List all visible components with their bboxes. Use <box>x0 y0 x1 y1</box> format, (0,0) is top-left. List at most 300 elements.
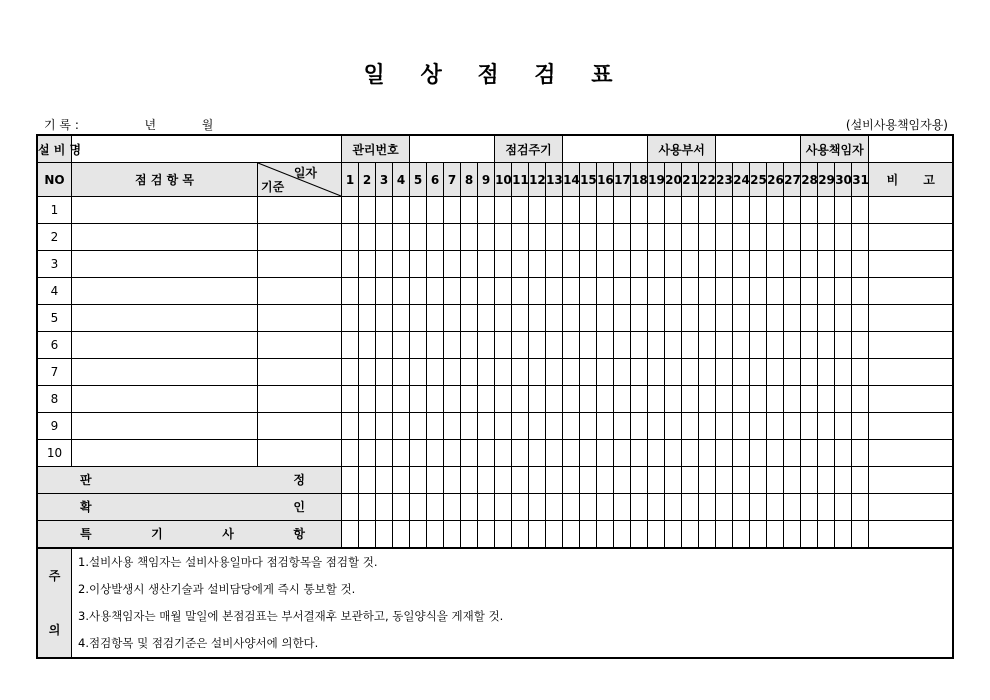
day-check-cell[interactable] <box>444 224 461 251</box>
day-check-cell[interactable] <box>393 224 410 251</box>
day-check-cell[interactable] <box>716 386 733 413</box>
day-check-cell[interactable] <box>359 251 376 278</box>
judgment-day-cell[interactable] <box>342 467 359 494</box>
day-check-cell[interactable] <box>495 224 512 251</box>
day-check-cell[interactable] <box>682 440 699 467</box>
judgment-day-cell[interactable] <box>784 467 801 494</box>
day-check-cell[interactable] <box>461 413 478 440</box>
day-check-cell[interactable] <box>410 386 427 413</box>
day-check-cell[interactable] <box>784 386 801 413</box>
day-check-cell[interactable] <box>665 305 682 332</box>
judgment-day-cell[interactable] <box>665 467 682 494</box>
judgment-day-cell[interactable] <box>444 467 461 494</box>
day-check-cell[interactable] <box>461 440 478 467</box>
day-check-cell[interactable] <box>784 359 801 386</box>
day-check-cell[interactable] <box>784 278 801 305</box>
special-notes-remarks-cell[interactable] <box>869 521 953 549</box>
remarks-cell[interactable] <box>869 251 953 278</box>
day-check-cell[interactable] <box>444 197 461 224</box>
day-check-cell[interactable] <box>784 305 801 332</box>
day-check-cell[interactable] <box>818 386 835 413</box>
day-check-cell[interactable] <box>478 332 495 359</box>
criteria-cell[interactable] <box>258 197 342 224</box>
day-check-cell[interactable] <box>614 278 631 305</box>
day-check-cell[interactable] <box>427 278 444 305</box>
day-check-cell[interactable] <box>631 278 648 305</box>
day-check-cell[interactable] <box>852 224 869 251</box>
day-check-cell[interactable] <box>801 251 818 278</box>
confirm-day-cell[interactable] <box>733 494 750 521</box>
judgment-day-cell[interactable] <box>835 467 852 494</box>
day-check-cell[interactable] <box>512 440 529 467</box>
day-check-cell[interactable] <box>342 197 359 224</box>
day-check-cell[interactable] <box>750 305 767 332</box>
day-check-cell[interactable] <box>801 197 818 224</box>
day-check-cell[interactable] <box>495 413 512 440</box>
day-check-cell[interactable] <box>410 278 427 305</box>
day-check-cell[interactable] <box>444 440 461 467</box>
day-check-cell[interactable] <box>478 251 495 278</box>
day-check-cell[interactable] <box>427 251 444 278</box>
day-check-cell[interactable] <box>529 197 546 224</box>
department-value[interactable] <box>716 136 801 163</box>
day-check-cell[interactable] <box>733 386 750 413</box>
day-check-cell[interactable] <box>767 386 784 413</box>
day-check-cell[interactable] <box>835 251 852 278</box>
day-check-cell[interactable] <box>393 386 410 413</box>
day-check-cell[interactable] <box>614 386 631 413</box>
day-check-cell[interactable] <box>427 197 444 224</box>
day-check-cell[interactable] <box>818 413 835 440</box>
confirm-day-cell[interactable] <box>648 494 665 521</box>
day-check-cell[interactable] <box>818 251 835 278</box>
day-check-cell[interactable] <box>631 197 648 224</box>
day-check-cell[interactable] <box>852 386 869 413</box>
day-check-cell[interactable] <box>614 413 631 440</box>
day-check-cell[interactable] <box>427 386 444 413</box>
day-check-cell[interactable] <box>461 332 478 359</box>
judgment-day-cell[interactable] <box>801 467 818 494</box>
remarks-cell[interactable] <box>869 386 953 413</box>
day-check-cell[interactable] <box>393 305 410 332</box>
day-check-cell[interactable] <box>801 440 818 467</box>
day-check-cell[interactable] <box>750 359 767 386</box>
day-check-cell[interactable] <box>597 197 614 224</box>
judgment-day-cell[interactable] <box>631 467 648 494</box>
day-check-cell[interactable] <box>818 278 835 305</box>
day-check-cell[interactable] <box>495 332 512 359</box>
day-check-cell[interactable] <box>495 305 512 332</box>
day-check-cell[interactable] <box>699 386 716 413</box>
day-check-cell[interactable] <box>648 359 665 386</box>
day-check-cell[interactable] <box>546 251 563 278</box>
remarks-cell[interactable] <box>869 359 953 386</box>
day-check-cell[interactable] <box>767 224 784 251</box>
judgment-day-cell[interactable] <box>495 467 512 494</box>
special-notes-day-cell[interactable] <box>342 521 359 549</box>
day-check-cell[interactable] <box>563 332 580 359</box>
day-check-cell[interactable] <box>393 197 410 224</box>
special-notes-day-cell[interactable] <box>580 521 597 549</box>
judgment-day-cell[interactable] <box>427 467 444 494</box>
day-check-cell[interactable] <box>410 440 427 467</box>
judgment-day-cell[interactable] <box>597 467 614 494</box>
day-check-cell[interactable] <box>631 224 648 251</box>
day-check-cell[interactable] <box>495 386 512 413</box>
day-check-cell[interactable] <box>359 413 376 440</box>
confirm-day-cell[interactable] <box>512 494 529 521</box>
day-check-cell[interactable] <box>818 440 835 467</box>
day-check-cell[interactable] <box>835 224 852 251</box>
day-check-cell[interactable] <box>665 332 682 359</box>
day-check-cell[interactable] <box>750 440 767 467</box>
day-check-cell[interactable] <box>699 359 716 386</box>
day-check-cell[interactable] <box>733 332 750 359</box>
item-cell[interactable] <box>72 278 258 305</box>
judgment-day-cell[interactable] <box>648 467 665 494</box>
day-check-cell[interactable] <box>682 197 699 224</box>
day-check-cell[interactable] <box>733 305 750 332</box>
day-check-cell[interactable] <box>410 413 427 440</box>
day-check-cell[interactable] <box>648 197 665 224</box>
day-check-cell[interactable] <box>665 224 682 251</box>
judgment-day-cell[interactable] <box>733 467 750 494</box>
day-check-cell[interactable] <box>512 386 529 413</box>
day-check-cell[interactable] <box>682 305 699 332</box>
day-check-cell[interactable] <box>716 224 733 251</box>
day-check-cell[interactable] <box>529 305 546 332</box>
day-check-cell[interactable] <box>410 332 427 359</box>
day-check-cell[interactable] <box>563 305 580 332</box>
day-check-cell[interactable] <box>648 305 665 332</box>
confirm-day-cell[interactable] <box>495 494 512 521</box>
special-notes-day-cell[interactable] <box>716 521 733 549</box>
day-check-cell[interactable] <box>342 305 359 332</box>
day-check-cell[interactable] <box>580 386 597 413</box>
day-check-cell[interactable] <box>359 197 376 224</box>
day-check-cell[interactable] <box>784 440 801 467</box>
confirm-day-cell[interactable] <box>631 494 648 521</box>
criteria-cell[interactable] <box>258 251 342 278</box>
day-check-cell[interactable] <box>750 197 767 224</box>
day-check-cell[interactable] <box>580 251 597 278</box>
day-check-cell[interactable] <box>376 224 393 251</box>
day-check-cell[interactable] <box>376 278 393 305</box>
day-check-cell[interactable] <box>767 305 784 332</box>
day-check-cell[interactable] <box>835 332 852 359</box>
day-check-cell[interactable] <box>614 197 631 224</box>
special-notes-day-cell[interactable] <box>495 521 512 549</box>
day-check-cell[interactable] <box>784 224 801 251</box>
day-check-cell[interactable] <box>393 332 410 359</box>
item-cell[interactable] <box>72 224 258 251</box>
day-check-cell[interactable] <box>835 278 852 305</box>
special-notes-day-cell[interactable] <box>461 521 478 549</box>
day-check-cell[interactable] <box>512 197 529 224</box>
confirm-day-cell[interactable] <box>563 494 580 521</box>
day-check-cell[interactable] <box>529 251 546 278</box>
day-check-cell[interactable] <box>410 224 427 251</box>
day-check-cell[interactable] <box>614 224 631 251</box>
special-notes-day-cell[interactable] <box>529 521 546 549</box>
day-check-cell[interactable] <box>563 359 580 386</box>
judgment-day-cell[interactable] <box>852 467 869 494</box>
item-cell[interactable] <box>72 413 258 440</box>
day-check-cell[interactable] <box>716 305 733 332</box>
judgment-day-cell[interactable] <box>393 467 410 494</box>
day-check-cell[interactable] <box>597 386 614 413</box>
day-check-cell[interactable] <box>733 278 750 305</box>
day-check-cell[interactable] <box>376 332 393 359</box>
day-check-cell[interactable] <box>580 413 597 440</box>
day-check-cell[interactable] <box>767 332 784 359</box>
day-check-cell[interactable] <box>784 197 801 224</box>
special-notes-day-cell[interactable] <box>427 521 444 549</box>
confirm-day-cell[interactable] <box>750 494 767 521</box>
day-check-cell[interactable] <box>801 359 818 386</box>
day-check-cell[interactable] <box>512 251 529 278</box>
day-check-cell[interactable] <box>580 224 597 251</box>
judgment-day-cell[interactable] <box>410 467 427 494</box>
special-notes-day-cell[interactable] <box>699 521 716 549</box>
day-check-cell[interactable] <box>376 386 393 413</box>
day-check-cell[interactable] <box>733 359 750 386</box>
day-check-cell[interactable] <box>342 332 359 359</box>
day-check-cell[interactable] <box>529 440 546 467</box>
day-check-cell[interactable] <box>461 224 478 251</box>
day-check-cell[interactable] <box>835 386 852 413</box>
day-check-cell[interactable] <box>410 359 427 386</box>
day-check-cell[interactable] <box>648 224 665 251</box>
day-check-cell[interactable] <box>699 251 716 278</box>
confirm-day-cell[interactable] <box>767 494 784 521</box>
day-check-cell[interactable] <box>359 359 376 386</box>
confirm-day-cell[interactable] <box>716 494 733 521</box>
special-notes-day-cell[interactable] <box>682 521 699 549</box>
day-check-cell[interactable] <box>699 224 716 251</box>
criteria-cell[interactable] <box>258 440 342 467</box>
day-check-cell[interactable] <box>631 251 648 278</box>
day-check-cell[interactable] <box>410 197 427 224</box>
day-check-cell[interactable] <box>852 440 869 467</box>
day-check-cell[interactable] <box>835 197 852 224</box>
day-check-cell[interactable] <box>631 305 648 332</box>
day-check-cell[interactable] <box>699 440 716 467</box>
day-check-cell[interactable] <box>614 359 631 386</box>
item-cell[interactable] <box>72 251 258 278</box>
day-check-cell[interactable] <box>461 386 478 413</box>
day-check-cell[interactable] <box>563 386 580 413</box>
judgment-day-cell[interactable] <box>512 467 529 494</box>
day-check-cell[interactable] <box>563 278 580 305</box>
day-check-cell[interactable] <box>597 224 614 251</box>
day-check-cell[interactable] <box>716 413 733 440</box>
day-check-cell[interactable] <box>801 278 818 305</box>
judgment-day-cell[interactable] <box>461 467 478 494</box>
day-check-cell[interactable] <box>461 251 478 278</box>
day-check-cell[interactable] <box>665 197 682 224</box>
day-check-cell[interactable] <box>529 278 546 305</box>
day-check-cell[interactable] <box>495 440 512 467</box>
day-check-cell[interactable] <box>529 386 546 413</box>
day-check-cell[interactable] <box>427 440 444 467</box>
day-check-cell[interactable] <box>512 224 529 251</box>
day-check-cell[interactable] <box>342 278 359 305</box>
day-check-cell[interactable] <box>580 197 597 224</box>
day-check-cell[interactable] <box>699 305 716 332</box>
day-check-cell[interactable] <box>801 413 818 440</box>
day-check-cell[interactable] <box>580 440 597 467</box>
confirm-day-cell[interactable] <box>342 494 359 521</box>
day-check-cell[interactable] <box>665 359 682 386</box>
day-check-cell[interactable] <box>665 251 682 278</box>
day-check-cell[interactable] <box>614 305 631 332</box>
day-check-cell[interactable] <box>835 305 852 332</box>
day-check-cell[interactable] <box>376 359 393 386</box>
day-check-cell[interactable] <box>342 224 359 251</box>
day-check-cell[interactable] <box>444 359 461 386</box>
day-check-cell[interactable] <box>376 413 393 440</box>
item-cell[interactable] <box>72 332 258 359</box>
day-check-cell[interactable] <box>580 332 597 359</box>
day-check-cell[interactable] <box>733 440 750 467</box>
day-check-cell[interactable] <box>512 332 529 359</box>
special-notes-day-cell[interactable] <box>512 521 529 549</box>
day-check-cell[interactable] <box>852 359 869 386</box>
confirm-day-cell[interactable] <box>665 494 682 521</box>
day-check-cell[interactable] <box>614 332 631 359</box>
day-check-cell[interactable] <box>682 413 699 440</box>
day-check-cell[interactable] <box>852 197 869 224</box>
day-check-cell[interactable] <box>733 251 750 278</box>
criteria-cell[interactable] <box>258 305 342 332</box>
day-check-cell[interactable] <box>478 197 495 224</box>
confirm-day-cell[interactable] <box>580 494 597 521</box>
day-check-cell[interactable] <box>359 305 376 332</box>
confirm-day-cell[interactable] <box>478 494 495 521</box>
special-notes-day-cell[interactable] <box>665 521 682 549</box>
day-check-cell[interactable] <box>648 251 665 278</box>
day-check-cell[interactable] <box>614 440 631 467</box>
day-check-cell[interactable] <box>767 359 784 386</box>
day-check-cell[interactable] <box>376 440 393 467</box>
day-check-cell[interactable] <box>563 413 580 440</box>
day-check-cell[interactable] <box>699 413 716 440</box>
day-check-cell[interactable] <box>597 359 614 386</box>
day-check-cell[interactable] <box>597 413 614 440</box>
day-check-cell[interactable] <box>427 413 444 440</box>
day-check-cell[interactable] <box>597 278 614 305</box>
special-notes-day-cell[interactable] <box>563 521 580 549</box>
day-check-cell[interactable] <box>512 413 529 440</box>
criteria-cell[interactable] <box>258 278 342 305</box>
special-notes-day-cell[interactable] <box>359 521 376 549</box>
day-check-cell[interactable] <box>682 224 699 251</box>
day-check-cell[interactable] <box>682 278 699 305</box>
day-check-cell[interactable] <box>376 305 393 332</box>
day-check-cell[interactable] <box>393 413 410 440</box>
day-check-cell[interactable] <box>546 305 563 332</box>
day-check-cell[interactable] <box>444 305 461 332</box>
day-check-cell[interactable] <box>580 278 597 305</box>
special-notes-day-cell[interactable] <box>393 521 410 549</box>
equipment-name-value[interactable] <box>72 136 342 163</box>
remarks-cell[interactable] <box>869 197 953 224</box>
confirm-day-cell[interactable] <box>461 494 478 521</box>
special-notes-day-cell[interactable] <box>750 521 767 549</box>
remarks-cell[interactable] <box>869 278 953 305</box>
special-notes-day-cell[interactable] <box>631 521 648 549</box>
day-check-cell[interactable] <box>750 278 767 305</box>
judgment-day-cell[interactable] <box>614 467 631 494</box>
responsible-value[interactable] <box>869 136 953 163</box>
day-check-cell[interactable] <box>546 440 563 467</box>
day-check-cell[interactable] <box>716 197 733 224</box>
day-check-cell[interactable] <box>546 197 563 224</box>
confirm-day-cell[interactable] <box>699 494 716 521</box>
special-notes-day-cell[interactable] <box>597 521 614 549</box>
day-check-cell[interactable] <box>393 278 410 305</box>
day-check-cell[interactable] <box>835 440 852 467</box>
criteria-cell[interactable] <box>258 386 342 413</box>
day-check-cell[interactable] <box>546 278 563 305</box>
day-check-cell[interactable] <box>750 251 767 278</box>
day-check-cell[interactable] <box>580 305 597 332</box>
confirm-day-cell[interactable] <box>427 494 444 521</box>
remarks-cell[interactable] <box>869 305 953 332</box>
day-check-cell[interactable] <box>478 386 495 413</box>
day-check-cell[interactable] <box>682 332 699 359</box>
day-check-cell[interactable] <box>563 224 580 251</box>
day-check-cell[interactable] <box>665 440 682 467</box>
day-check-cell[interactable] <box>767 197 784 224</box>
special-notes-day-cell[interactable] <box>733 521 750 549</box>
judgment-day-cell[interactable] <box>767 467 784 494</box>
day-check-cell[interactable] <box>699 332 716 359</box>
day-check-cell[interactable] <box>478 440 495 467</box>
day-check-cell[interactable] <box>784 413 801 440</box>
criteria-cell[interactable] <box>258 413 342 440</box>
confirm-day-cell[interactable] <box>410 494 427 521</box>
judgment-day-cell[interactable] <box>682 467 699 494</box>
day-check-cell[interactable] <box>478 224 495 251</box>
confirm-day-cell[interactable] <box>529 494 546 521</box>
day-check-cell[interactable] <box>801 332 818 359</box>
day-check-cell[interactable] <box>427 305 444 332</box>
management-no-value[interactable] <box>410 136 495 163</box>
item-cell[interactable] <box>72 197 258 224</box>
criteria-cell[interactable] <box>258 359 342 386</box>
confirm-day-cell[interactable] <box>784 494 801 521</box>
day-check-cell[interactable] <box>546 224 563 251</box>
day-check-cell[interactable] <box>444 278 461 305</box>
day-check-cell[interactable] <box>563 251 580 278</box>
day-check-cell[interactable] <box>563 440 580 467</box>
day-check-cell[interactable] <box>529 413 546 440</box>
day-check-cell[interactable] <box>478 359 495 386</box>
day-check-cell[interactable] <box>546 386 563 413</box>
day-check-cell[interactable] <box>682 251 699 278</box>
day-check-cell[interactable] <box>512 359 529 386</box>
day-check-cell[interactable] <box>461 305 478 332</box>
confirm-day-cell[interactable] <box>393 494 410 521</box>
day-check-cell[interactable] <box>461 278 478 305</box>
special-notes-day-cell[interactable] <box>852 521 869 549</box>
day-check-cell[interactable] <box>750 332 767 359</box>
special-notes-day-cell[interactable] <box>818 521 835 549</box>
day-check-cell[interactable] <box>767 251 784 278</box>
day-check-cell[interactable] <box>342 359 359 386</box>
